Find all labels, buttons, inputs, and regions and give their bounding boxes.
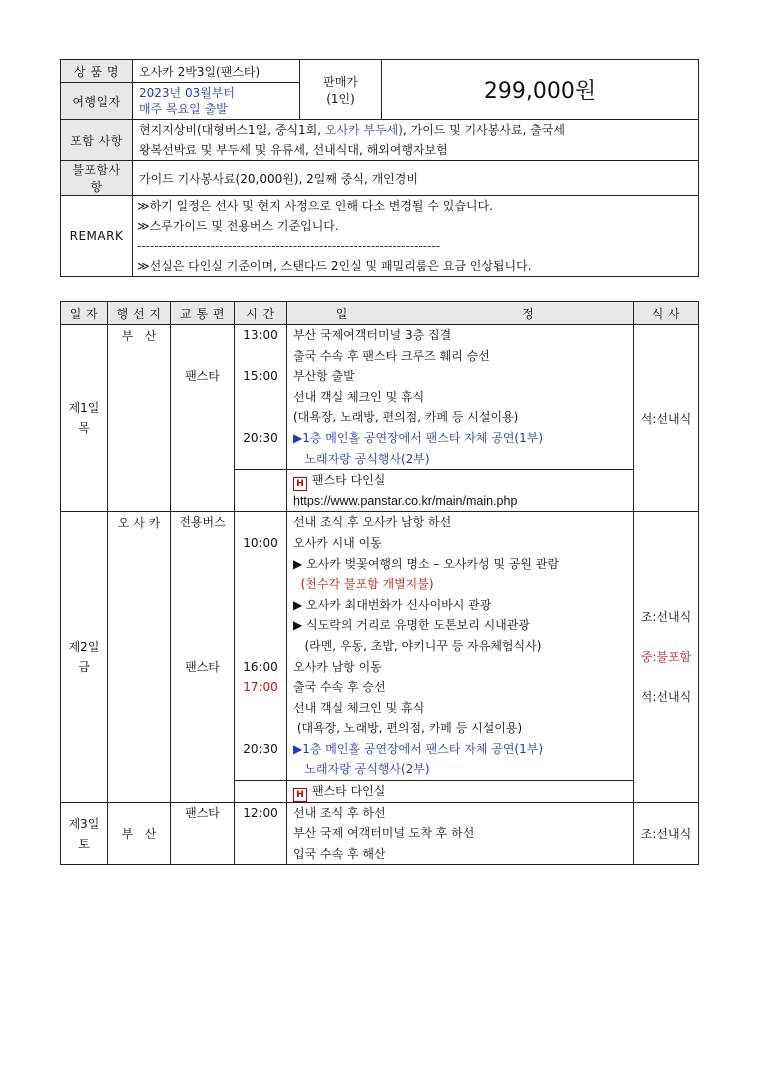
remark-divider: ---------------------------------------------------------------------- [137,239,441,253]
day2-row [61,512,699,781]
price-label-cell [300,60,382,120]
day1-weekday: 목 [78,421,90,436]
header-meal: 식 사 [634,302,699,325]
day3-number: 제3일 [68,816,100,831]
schedule-line: (천수각 불포함 개별지불) [293,577,434,592]
remark-label: REMARK [61,196,133,277]
schedule-line: 선내 객실 체크인 및 휴식 [293,389,425,404]
schedule-line: 노래자랑 공식행사(2부) [293,451,430,466]
included-value [133,120,699,161]
schedule-line: (라멘, 우동, 초밥, 야키니꾸 등 자유체험식사) [293,638,542,653]
time-slot: 16:00 [243,659,278,674]
time-slot [239,346,282,367]
remark-1: ≫하기 일정은 선사 및 현지 사정으로 인해 다소 변경될 수 있습니다. [137,199,493,213]
schedule-line: 노래자랑 공식행사(2부) [293,762,430,777]
header-schedule-b: 정 [522,306,535,321]
schedule-line: 오사카 남항 이동 [293,659,382,674]
day2-number: 제2일 [68,640,100,654]
day3-meal: 조:선내식 [634,802,699,865]
remark-value [133,196,699,277]
price-value: 299,000원 [382,60,699,120]
schedule-line: ▶1층 메인홀 공연장에서 팬스타 자체 공연(1부) [293,741,543,756]
day1-schedule [287,325,634,470]
day1-row [61,325,699,470]
product-label: 상 품 명 [61,60,133,83]
date-line2: 매주 목요일 출발 [139,102,228,116]
schedule-line: ▶ 오사카 벚꽃여행의 명소 – 오사카성 및 공원 관람 [293,556,559,571]
date-value [133,83,300,120]
schedule-line: (대욕장, 노래방, 편의점, 카페 등 시설이용) [293,721,523,736]
date-label: 여행일자 [61,83,133,120]
schedule-line: (대욕장, 노래방, 편의점, 카페 등 시설이용) [293,410,519,425]
schedule-line: ▶ 오사카 최대번화가 신사이바시 관광 [293,597,492,612]
schedule-line: 선내 조식 후 하선 [293,805,386,820]
included-line1-a: 현지지상비(대형버스1일, 중식1회, [139,123,325,137]
time-slot [239,615,282,636]
remark-3: ≫선실은 다인실 기준이며, 스탠다드 2인실 및 패밀리룸은 요금 인상됩니다. [137,259,532,273]
day2-weekday: 금 [78,660,90,674]
time-slot [239,718,282,739]
included-line2: 왕복선박료 및 부두세 및 유류세, 선내식대, 해외여행자보험 [139,143,448,157]
day2-hotel-time [235,781,287,803]
day3-row [61,802,699,865]
time-slot: 17:00 [243,680,278,695]
day2-hotel [287,781,634,803]
schedule-line: 입국 수속 후 해산 [293,846,386,861]
schedule-line: 출국 수속 후 승선 [293,680,386,695]
day2-transport-bus: 전용버스 [179,515,226,530]
day1-transport-cell [171,325,235,512]
price-label: 판매가 [323,74,358,89]
day3-label [61,802,108,865]
day3-time: 12:00 [235,802,287,865]
day1-label [61,325,108,512]
day1-hotel-name: 팬스타 다인실 [312,473,386,488]
day1-place: 부 산 [108,325,171,512]
day2-breakfast: 조:선내식 [640,610,692,624]
day2-transport-cell [171,512,235,802]
day1-number: 제1일 [68,401,100,416]
time-slot: 10:00 [243,535,278,550]
header-transport: 교 통 편 [171,302,235,325]
header-schedule-a: 일 [335,306,348,321]
hotel-icon: H [293,477,307,491]
day1-hotel-time [235,470,287,512]
header-schedule [287,302,634,325]
included-line1-c: , 가이드 및 기사봉사료, 출국세 [402,123,565,137]
time-slot [239,449,282,470]
time-slot [239,574,282,595]
day1-transport: 팬스타 [185,369,220,383]
price-unit: (1인) [326,91,355,106]
time-slot: 15:00 [243,369,278,384]
summary-table [60,59,699,277]
day1-times [235,325,287,470]
header-time: 시 간 [235,302,287,325]
date-line1: 2023년 03월부터 [139,86,235,100]
header-place: 행 선 지 [108,302,171,325]
day2-label [61,512,108,802]
day2-schedule [287,512,634,781]
time-slot [239,387,282,408]
time-slot [239,759,282,780]
time-slot [239,698,282,719]
excluded-label: 불포함사항 [61,161,133,196]
schedule-line: 출국 수속 후 팬스타 크루즈 훼리 승선 [293,348,490,363]
day2-hotel-name: 팬스타 다인실 [312,784,386,799]
itinerary-header-row [61,302,699,325]
time-slot: 20:30 [243,430,278,445]
schedule-line: 부산항 출발 [293,369,355,384]
panstar-url[interactable]: https://www.panstar.co.kr/main/main.php [293,493,518,508]
remark-2: ≫스루가이드 및 전용버스 기준입니다. [137,219,339,233]
product-value: 오사카 2박3일(팬스타) [133,60,300,83]
time-slot: 20:30 [243,741,278,756]
included-port-tax: 오사카 부두세) [324,123,403,137]
day3-schedule [287,802,634,865]
schedule-line: 오사카 시내 이동 [293,535,382,550]
day2-meals [634,512,699,802]
day3-transport: 팬스타 [171,802,235,865]
day3-weekday: 토 [78,836,90,851]
itinerary-table [60,301,699,865]
time-slot [239,407,282,428]
excluded-value: 가이드 기사봉사료(20,000원), 2일째 중식, 개인경비 [133,161,699,196]
day2-transport-ferry: 팬스타 [185,659,220,674]
day1-hotel [287,470,634,512]
time-slot [239,595,282,616]
time-slot [239,554,282,575]
time-slot [239,636,282,657]
schedule-line: 부산 국제여객터미널 3층 집결 [293,328,452,342]
schedule-line: ▶ 식도락의 거리로 유명한 도톤보리 시내관광 [293,618,530,633]
header-day: 일 자 [61,302,108,325]
schedule-line: 부산 국제 여객터미널 도착 후 하선 [293,826,475,841]
schedule-line: 선내 객실 체크인 및 휴식 [293,700,425,715]
day1-meal: 석:선내식 [634,325,699,512]
day2-times [235,512,287,781]
time-slot [239,512,282,533]
hotel-icon: H [293,788,307,802]
included-label: 포함 사항 [61,120,133,161]
schedule-line: ▶1층 메인홀 공연장에서 팬스타 자체 공연(1부) [293,430,543,445]
day2-place: 오 사 카 [108,512,171,802]
schedule-line: 선내 조식 후 오사카 남항 하선 [293,515,452,530]
day2-lunch: 중:불포함 [640,650,692,664]
time-slot: 13:00 [243,328,278,342]
day2-dinner: 석:선내식 [640,690,692,704]
day3-place: 부 산 [108,802,171,865]
